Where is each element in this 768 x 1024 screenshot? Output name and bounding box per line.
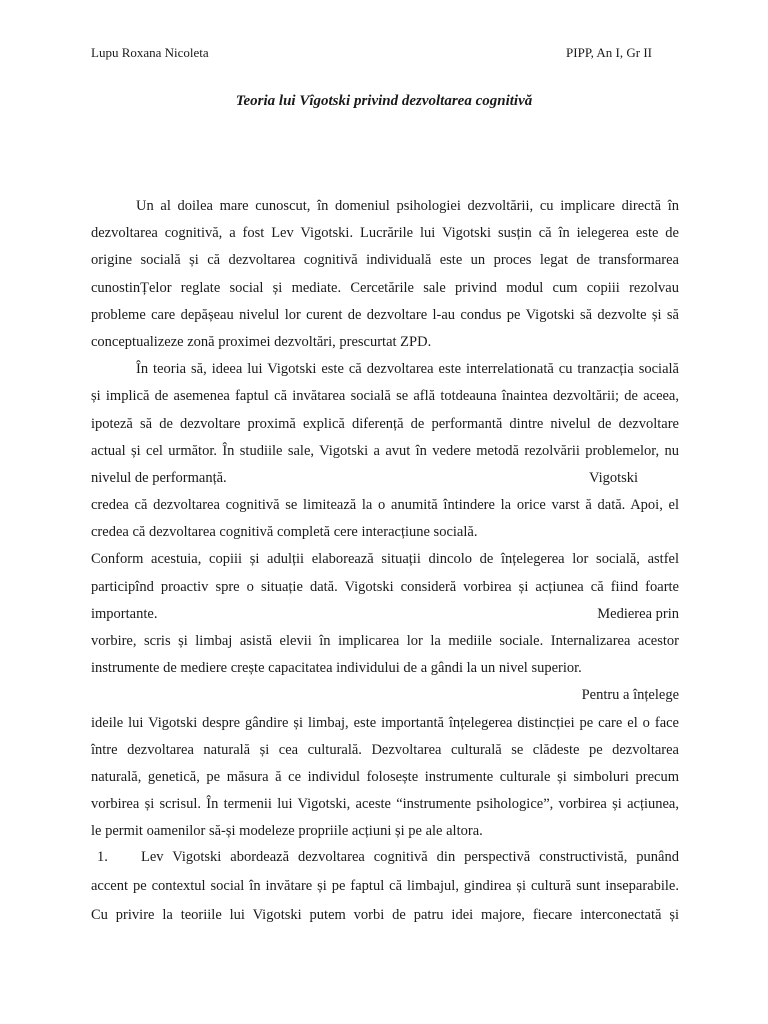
text-line: vorbire, scris și limbaj asistă elevii în implicarea lor la mediile sociale. Internalizarea acestor xyxy=(91,633,679,649)
text-line: Conform acestuia, copiii și adulții elaborează situații dincolo de înțelegerea lor socială, astfel xyxy=(91,551,679,568)
text-line: probleme care depășeau nivelul lor curent de dezvoltare l-au condus pe Vigotski să dezvolte și să xyxy=(91,306,679,323)
text-line: instrumente de mediere crește capacitatea individului de a gândi la un nivel superior. xyxy=(91,660,582,677)
text-line: credea că dezvoltarea cognitivă se limitează la o anumită întindere la orice varst ă dată. Apoi, el xyxy=(91,497,679,514)
text-line: ideile lui Vigotski despre gândire și limbaj, este importantă înțelegerea distincției pe care el o face xyxy=(91,714,679,731)
text-line: naturală, genetică, pe măsura ă ce individul folosește instrumente culturale și simboluri precum xyxy=(91,768,679,785)
text-line: credea că dezvoltarea cognitivă completă cere interacțiune socială. xyxy=(91,524,478,541)
text-line: între dezvoltarea naturală și cea culturală. Dezvoltarea culturală se clădeste pe dezvoltarea xyxy=(91,741,679,758)
text-fragment: Vigotski xyxy=(589,469,639,486)
text-line: Un al doilea mare cunoscut, în domeniul psihologiei dezvoltării, cu implicare directă în xyxy=(136,198,679,214)
text-line: ipoteză să de dezvoltare proximă explică diferență de performantă dintre nivelul de dezvoltare xyxy=(91,415,679,432)
text-line xyxy=(91,465,679,492)
text-fragment: Lev Vigotski abordează dezvoltarea cognitivă din perspectivă constructivistă, punând xyxy=(141,849,679,865)
text-line: și implică de asemenea faptul că invătarea socială se află totdeauna înaintea dezvoltării; de aceea, xyxy=(91,388,679,405)
text-line: actual și cel următor. În studiile sale, Vigotski a avut în vedere metodă rezolvării problemelor, nu xyxy=(91,442,679,459)
text-line: accent pe contextul social în invătare și pe faptul că limbajul, gindirea și cultură sunt inseparabile. xyxy=(91,878,679,894)
text-fragment: nivelul de performanță. xyxy=(91,469,227,486)
text-fragment: Medierea prin xyxy=(597,605,679,622)
text-line: vorbirea și scrisul. În termenii lui Vigotski, aceste “instrumente psihologice”, vorbirea și acțiunea, xyxy=(91,796,679,813)
numbered-list xyxy=(91,843,679,930)
list-number: 1. xyxy=(97,849,108,865)
text-fragment: importante. xyxy=(91,605,158,622)
text-line xyxy=(91,601,679,628)
document-title: Teoria lui Vîgotski privind dezvoltarea cognitivă xyxy=(235,93,533,109)
text-line: În teoria să, ideea lui Vigotski este că dezvoltarea este interrelationată cu tranzacția socială xyxy=(136,361,679,378)
text-fragment: Pentru a înțelege xyxy=(581,687,679,704)
text-line: conceptualizeze zonă proximei dezvoltări, prescurtat ZPD. xyxy=(91,333,432,350)
text-line: Cu privire la teoriile lui Vigotski putem vorbi de patru idei majore, fiecare interconectată și xyxy=(91,907,679,923)
text-line: dezvoltarea cognitivă, a fost Lev Vigotski. Lucrările lui Vigotski susțin că în ielegerea este de xyxy=(91,225,679,242)
text-line xyxy=(91,682,679,709)
text-line: origine socială și că dezvoltarea cognitivă individuală este un proces legat de transformarea xyxy=(91,252,679,269)
list-item-first-line xyxy=(91,843,679,872)
text-line: participînd proactiv spre o situație dată. Vigotski consideră vorbirea și acțiunea că fiind foarte xyxy=(91,578,679,595)
header-author: Lupu Roxana Nicoleta xyxy=(91,45,209,60)
document-body xyxy=(91,193,679,846)
text-line: le permit oamenilor să-și modeleze propriile acțiuni și pe ale altora. xyxy=(91,823,483,840)
header-group: PIPP, An I, Gr II xyxy=(566,45,652,60)
text-line: cunostinȚelor reglate social și mediate. Cercetările sale privind modul cum copiii rezolvau xyxy=(91,279,679,296)
